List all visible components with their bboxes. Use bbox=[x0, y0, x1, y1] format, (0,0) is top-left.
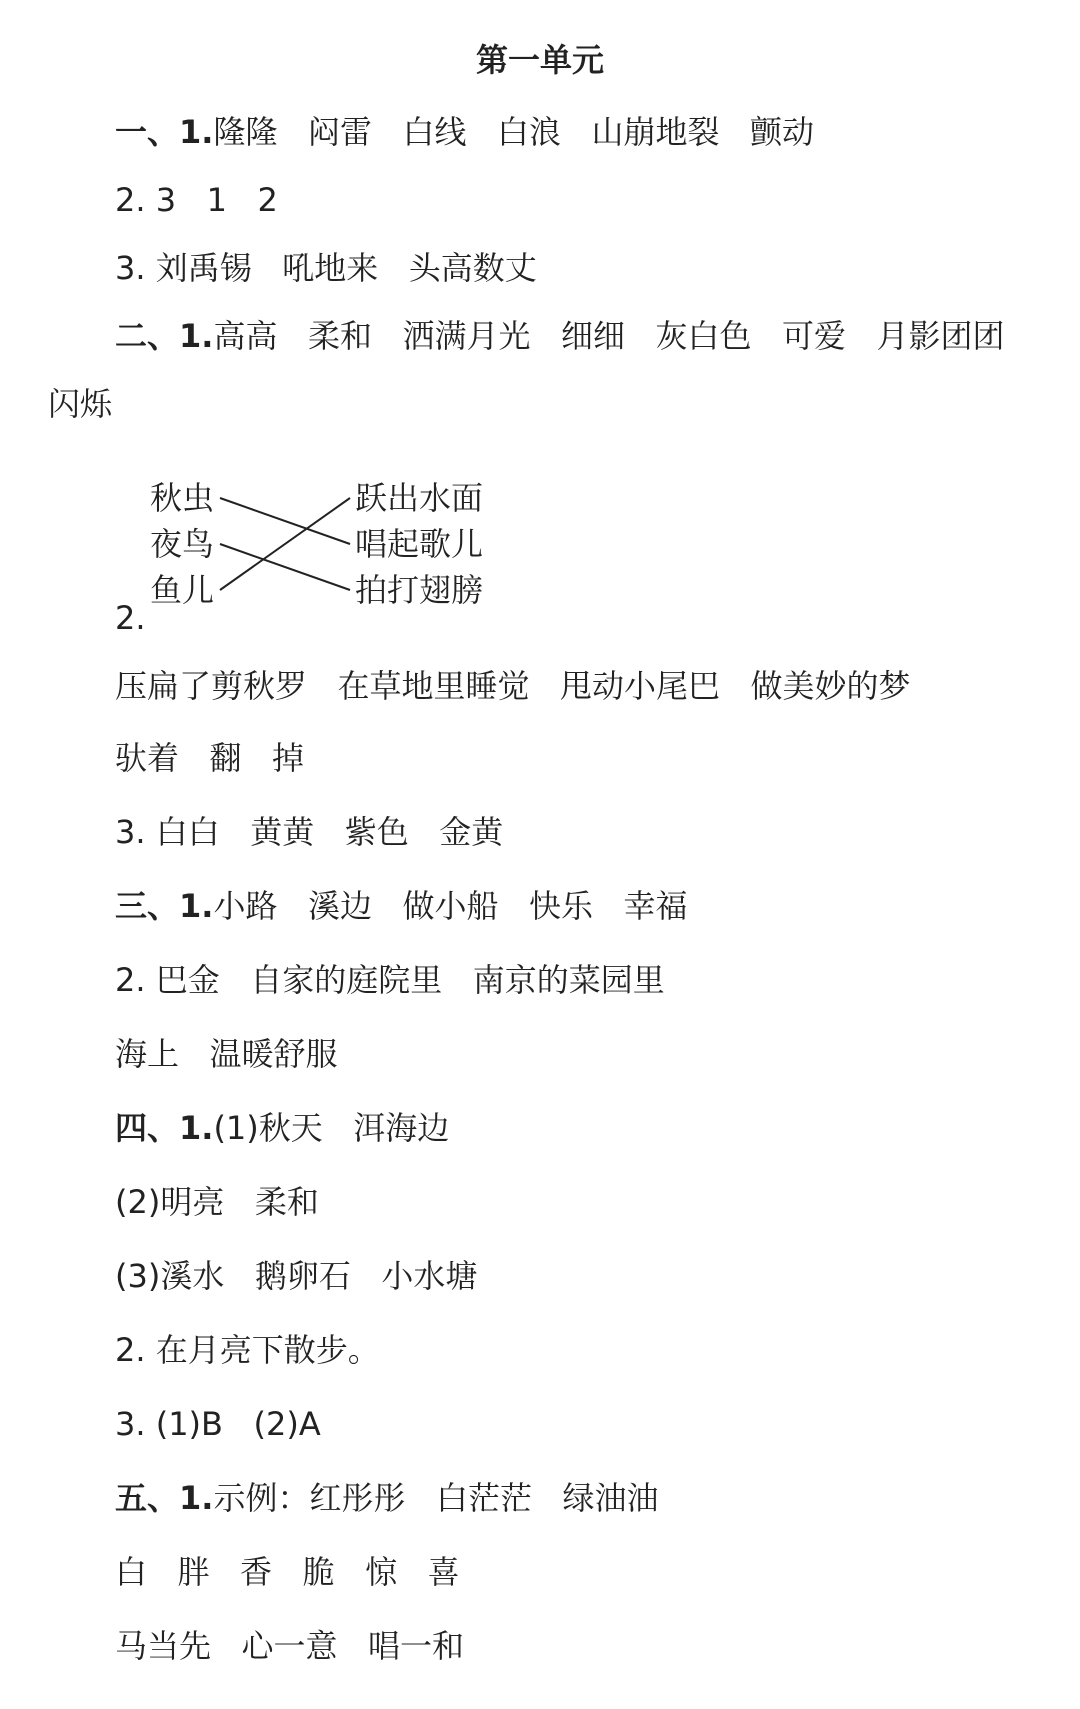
answer-line-1 bbox=[115, 112, 814, 152]
answer-line-17: 3. (1)B (2)A bbox=[115, 1405, 321, 1443]
match-right-item: 跃出水面 bbox=[355, 479, 484, 517]
answer-line-7: 压扁了剪秋罗 在草地里睡觉 甩动小尾巴 做美妙的梦 bbox=[115, 667, 911, 705]
match-right-item: 拍打翅膀 bbox=[355, 571, 484, 609]
page-title: 第一单元 bbox=[475, 41, 604, 79]
question-number: 五、1. bbox=[115, 1479, 214, 1517]
answer-line-15: (3)溪水 鹅卵石 小水塘 bbox=[115, 1257, 478, 1295]
answer-text: 小路 溪边 做小船 快乐 幸福 bbox=[213, 887, 688, 925]
match-line-2 bbox=[220, 544, 350, 590]
answer-line-8: 驮着 翻 掉 bbox=[115, 739, 305, 777]
answer-line-9: 3. 白白 黄黄 紫色 金黄 bbox=[115, 813, 504, 851]
match-left-item: 夜鸟 bbox=[150, 525, 215, 563]
match-line-3 bbox=[220, 498, 350, 590]
matching-diagram bbox=[150, 478, 570, 638]
answer-line-20: 马当先 心一意 唱一和 bbox=[115, 1627, 465, 1665]
answer-line-12: 海上 温暖舒服 bbox=[115, 1035, 338, 1073]
answer-line-5: 闪烁 bbox=[48, 385, 113, 423]
answer-line-16: 2. 在月亮下散步。 bbox=[115, 1331, 380, 1369]
question-number: 一、1. bbox=[115, 113, 214, 151]
match-left-item: 秋虫 bbox=[150, 479, 215, 517]
answer-line-11: 2. 巴金 自家的庭院里 南京的菜园里 bbox=[115, 961, 665, 999]
answer-line-2: 2. 3 1 2 bbox=[115, 181, 278, 219]
answer-line-3: 3. 刘禹锡 吼地来 头高数丈 bbox=[115, 249, 537, 287]
answer-text: 示例：红彤彤 白茫茫 绿油油 bbox=[213, 1479, 659, 1517]
answer-line-4 bbox=[115, 316, 1005, 356]
match-line-1 bbox=[220, 498, 350, 544]
answer-line-14: (2)明亮 柔和 bbox=[115, 1183, 319, 1221]
question-number: 三、1. bbox=[115, 887, 214, 925]
answer-text: 隆隆 闷雷 白线 白浪 山崩地裂 颤动 bbox=[213, 113, 815, 151]
question-number: 四、1. bbox=[115, 1109, 214, 1147]
question-number: 二、1. bbox=[115, 317, 214, 355]
match-left-item: 鱼儿 bbox=[150, 571, 215, 609]
answer-line-13 bbox=[115, 1108, 449, 1148]
answer-line-18 bbox=[115, 1478, 658, 1518]
match-right-item: 唱起歌儿 bbox=[355, 525, 484, 563]
answer-line-19: 白 胖 香 脆 惊 喜 bbox=[115, 1553, 460, 1591]
answer-text: (1)秋天 洱海边 bbox=[213, 1109, 450, 1147]
question-number: 2. bbox=[115, 599, 146, 637]
answer-text: 高高 柔和 洒满月光 细细 灰白色 可爱 月影团团 bbox=[213, 317, 1005, 355]
answer-line-10 bbox=[115, 886, 688, 926]
